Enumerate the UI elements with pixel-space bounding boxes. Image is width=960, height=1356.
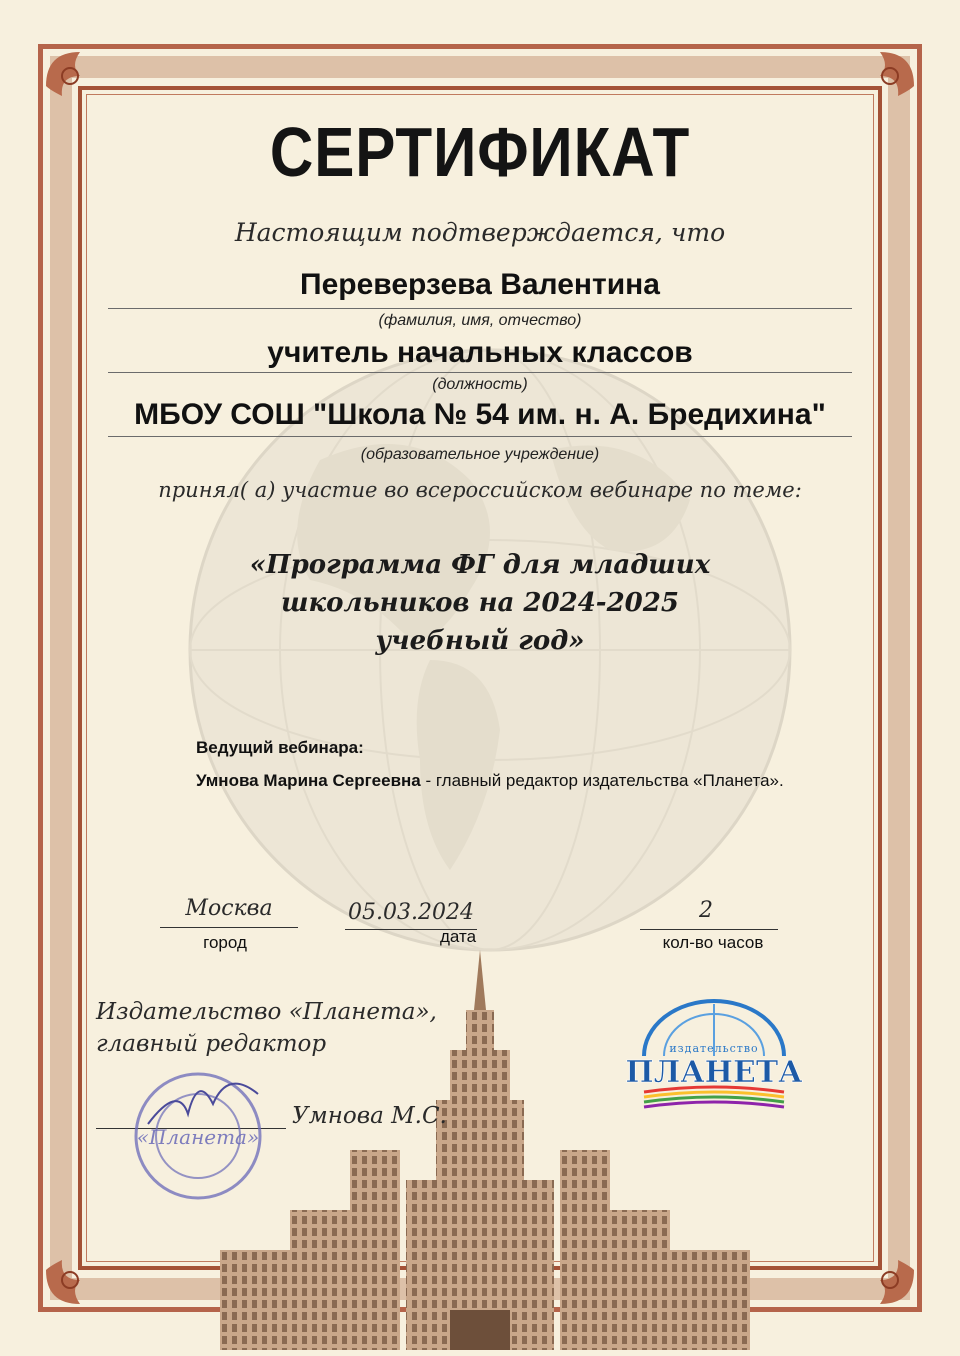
host-name: Умнова Марина Сергеевна xyxy=(196,771,421,790)
position-underline xyxy=(108,372,852,373)
topic-line: учебный год» xyxy=(375,626,585,656)
recipient-name: Переверзева Валентина xyxy=(300,268,660,301)
topic-line: школьников на 2024-2025 xyxy=(281,588,679,618)
date-value: 05.03.2024 xyxy=(348,900,474,925)
publisher-line: главный редактор xyxy=(96,1031,327,1057)
host-description: - главный редактор издательства «Планета». xyxy=(420,771,784,790)
hours-caption: кол-во часов xyxy=(662,933,764,952)
hours-underline xyxy=(640,929,778,930)
hours-value: 2 xyxy=(699,898,713,923)
publisher-signature-title xyxy=(96,996,437,1060)
webinar-topic xyxy=(240,546,720,660)
publisher-line: Издательство «Планета», xyxy=(96,999,437,1025)
stamp-text: «Планета» xyxy=(136,1125,260,1149)
took-part-text: принял( а) участие во всероссийском вебинаре по теме: xyxy=(158,478,802,502)
city-underline xyxy=(160,927,298,928)
logo-main-text: ПЛАНЕТА xyxy=(625,1055,803,1090)
planeta-logo xyxy=(624,996,804,1116)
host-label: Ведущий вебинара: xyxy=(196,738,364,757)
position-caption: (должность) xyxy=(432,376,528,393)
topic-line: «Программа ФГ для младших xyxy=(249,550,711,580)
host-info xyxy=(196,770,796,792)
confirm-text: Настоящим подтверждается, что xyxy=(234,218,726,247)
name-underline xyxy=(108,308,852,309)
signer-name: Умнова М.С. xyxy=(292,1103,447,1129)
recipient-institution: МБОУ СОШ "Школа № 54 им. н. А. Бредихина" xyxy=(134,398,826,431)
institution-underline xyxy=(108,436,852,437)
recipient-position: учитель начальных классов xyxy=(267,336,693,369)
city-caption: город xyxy=(203,933,247,952)
corner-ornament-icon xyxy=(40,1232,118,1310)
name-caption: (фамилия, имя, отчество) xyxy=(378,312,582,329)
city-value: Москва xyxy=(185,896,273,921)
corner-ornament-icon xyxy=(842,1232,920,1310)
institution-caption: (образовательное учреждение) xyxy=(360,446,600,463)
official-stamp-icon xyxy=(118,1064,278,1204)
date-caption: дата xyxy=(439,927,477,946)
certificate-title: СЕРТИФИКАТ xyxy=(269,113,691,191)
logo-top-text: издательство xyxy=(669,1042,759,1055)
